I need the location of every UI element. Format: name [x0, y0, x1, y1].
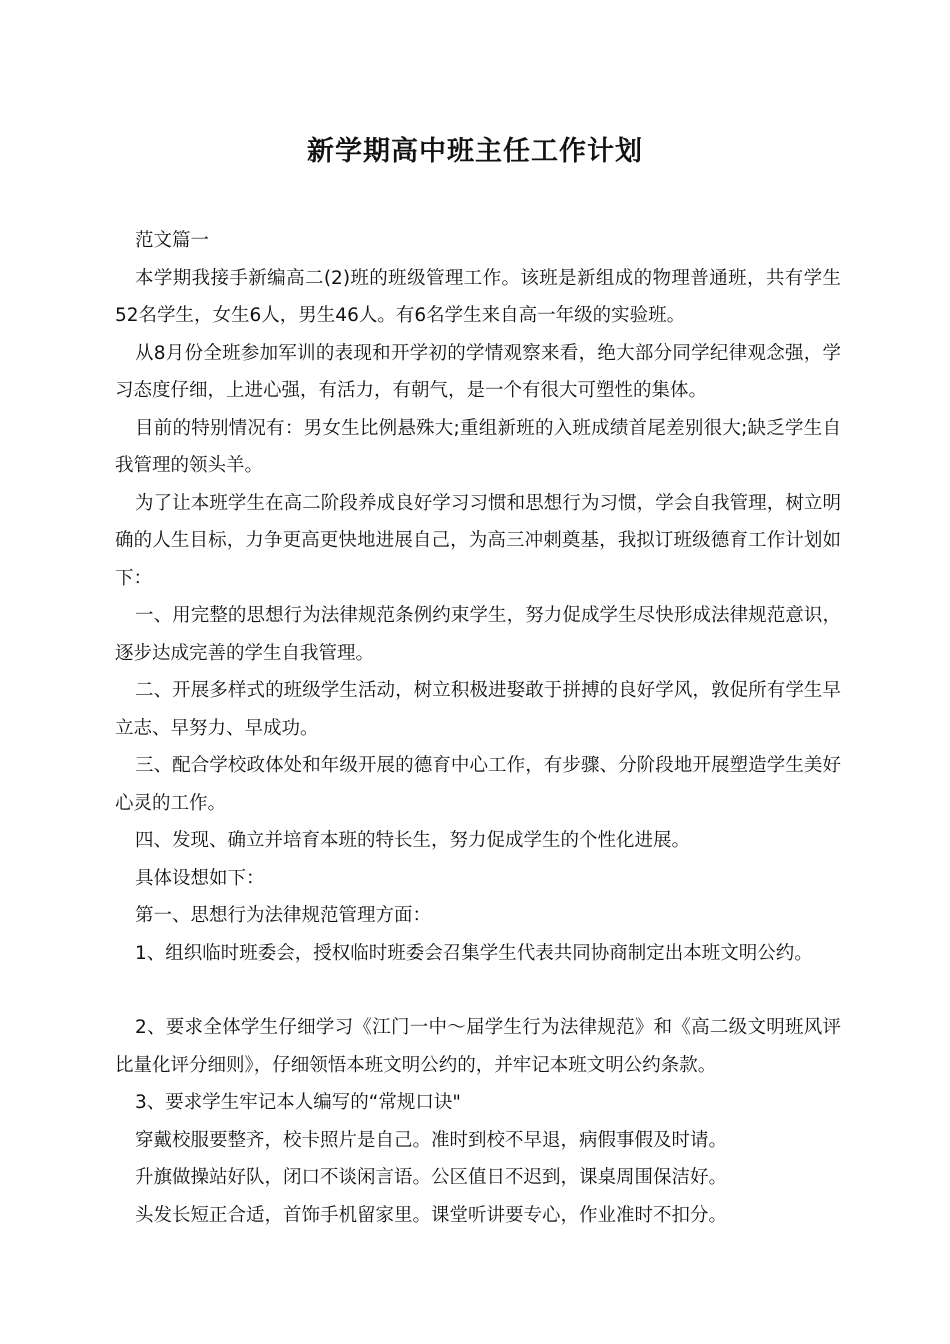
- document-body: [115, 222, 841, 1234]
- plan-item-3: 三、配合学校政体处和年级开展的德育中心工作，有步骤、分阶段地开展塑造学生美好心灵的工作。: [115, 755, 841, 814]
- measure-3: 3、要求学生牢记本人编写的“常规口诀": [135, 1092, 461, 1113]
- section-label: 范文篇一: [135, 230, 210, 251]
- measure-2: 2、要求全体学生仔细学习《江门一中～届学生行为法律规范》和《高二级文明班风评比量化评分细则》，仔细领悟本班文明公约的，并牢记本班文明公约条款。: [115, 1017, 841, 1076]
- plan-item-4: 四、发现、确立并培育本班的特长生，努力促成学生的个性化进展。: [135, 830, 691, 851]
- details-heading: 具体设想如下：: [135, 867, 265, 889]
- blank-line: [115, 972, 841, 1009]
- paragraph-special-situation: 目前的特别情况有：男女生比例悬殊大;重组新班的入班成绩首尾差别很大;缺乏学生自我管理的领头羊。: [115, 417, 841, 476]
- document-title: 新学期高中班主任工作计划: [307, 136, 643, 167]
- plan-item-2: 二、开展多样式的班级学生活动，树立积极进娶敢于拼搏的良好学风，敦促所有学生早立志、早努力、早成功。: [115, 680, 841, 739]
- paragraph-goal: 为了让本班学生在高二阶段养成良好学习习惯和思想行为习惯，学会自我管理，树立明确的人生目标，力争更高更快地进展自己，为高三冲刺奠基，我拟订班级德育工作计划如下：: [115, 492, 841, 589]
- measure-1: 1、组织临时班委会，授权临时班委会召集学生代表共同协商制定出本班文明公约。: [135, 942, 813, 964]
- rhyme-line-2: 升旗做操站好队，闭口不谈闲言语。公区值日不迟到，课桌周围保洁好。: [135, 1167, 728, 1188]
- paragraph-class-intro: 本学期我接手新编高二(2)班的班级管理工作。该班是新组成的物理普通班，共有学生52名学生，女生6人，男生46人。有6名学生来自高一年级的实验班。: [115, 267, 841, 326]
- rhyme-line-3: 头发长短正合适，首饰手机留家里。课堂听讲要专心，作业准时不扣分。: [135, 1204, 728, 1226]
- plan-item-1: 一、用完整的思想行为法律规范条例约束学生，努力促成学生尽快形成法律规范意识，逐步达成完善的学生自我管理。: [115, 605, 841, 664]
- section-heading-1: 第一、思想行为法律规范管理方面：: [135, 905, 432, 926]
- rhyme-line-1: 穿戴校服要整齐，校卡照片是自己。准时到校不早退，病假事假及时请。: [135, 1129, 728, 1151]
- paragraph-observation: 从8月份全班参加军训的表现和开学初的学情观察来看，绝大部分同学纪律观念强，学习态度仔细，上进心强，有活力，有朝气，是一个有很大可塑性的集体。: [115, 342, 841, 401]
